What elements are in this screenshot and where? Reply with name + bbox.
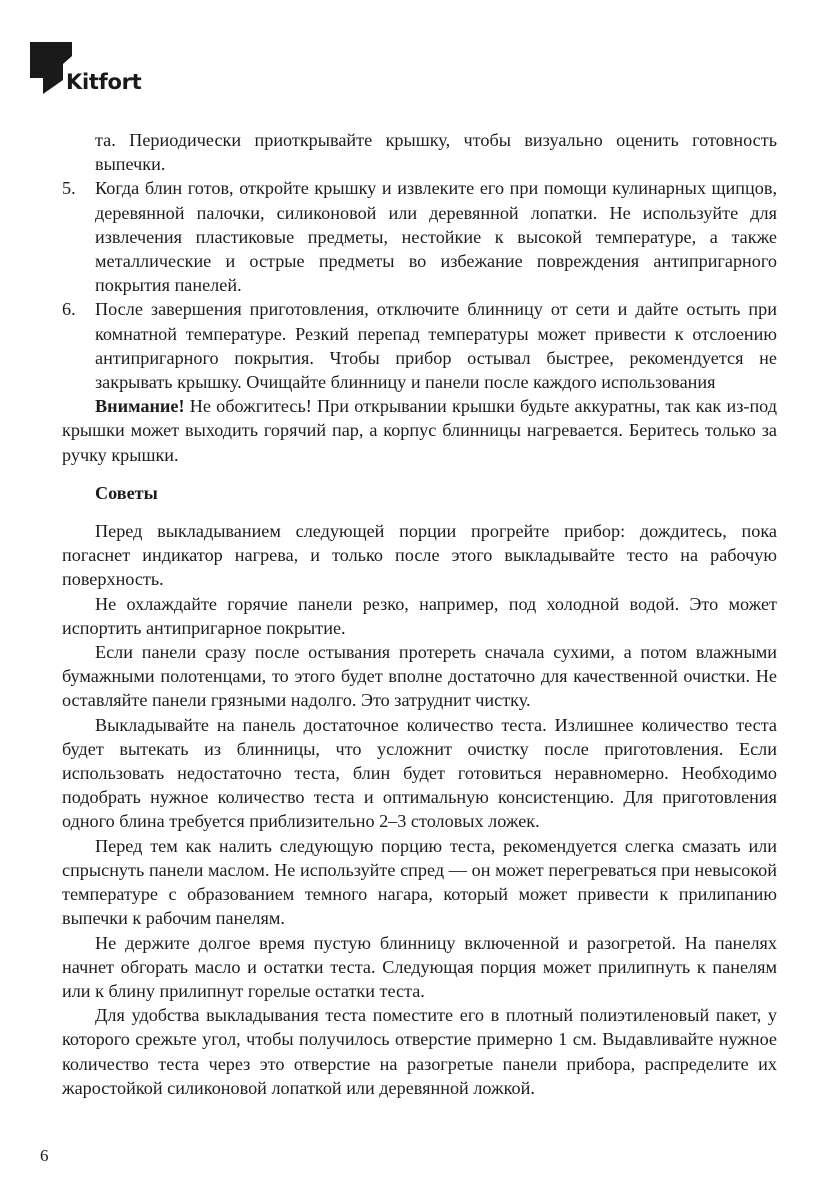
list-item-number: 6.: [62, 299, 76, 320]
list-item-5: [62, 176, 777, 297]
brand-name: Kitfort: [66, 70, 142, 94]
warning-text: Не обожгитесь! При открывании крышки будьте аккуратны, так как из-под крышки может выходить горячий пар, а корпус блинницы нагревается. Беритесь только за ручку крышки.: [62, 396, 777, 465]
page-content: [62, 128, 777, 1100]
warning-label: Внимание!: [95, 396, 185, 417]
list-item-6: [62, 297, 777, 394]
tip-paragraph: Не держите долгое время пустую блинницу включенной и разогретой. На панелях начнет обгорать масло и остатки теста. Следующая порция может прилипнуть к панелям или к блину прилипнут горелые остатки теста.: [62, 932, 777, 1001]
tip-paragraph: Для удобства выкладывания теста поместите его в плотный полиэтиленовый пакет, у которого срежьте угол, чтобы получилось отверстие примерно 1 см. Выдавливайте нужное количество теста через это отверстие на разогретые панели прибора, распределите их жаростойкой силиконовой лопаткой или деревянной ложкой.: [62, 1005, 777, 1098]
list-item-number: 5.: [62, 178, 76, 199]
tip-paragraph: Если панели сразу после остывания протереть сначала сухими, а потом влажными бумажными полотенцами, то этого будет вполне достаточно для качественной очистки. Не оставляйте панели грязными надолго. Это затруднит чистку.: [62, 642, 777, 711]
warning-paragraph: [62, 394, 777, 467]
tip-paragraph: Не охлаждайте горячие панели резко, например, под холодной водой. Это может испортить антипригарное покрытие.: [62, 593, 777, 638]
brand-logo: [30, 42, 140, 98]
page-number: 6: [40, 1146, 49, 1165]
list-item-text: После завершения приготовления, отключите блинницу от сети и дайте остыть при комнатной температуре. Резкий перепад температуры может привести к отслоению антипригарного покрытия. Чтобы прибор остывал быстрее, рекомендуется не закрывать крышку. Очищайте блинницу и панели после каждого использования: [95, 299, 777, 393]
tip-paragraph: Перед тем как налить следующую порцию теста, рекомендуется слегка смазать или спрыснуть панели маслом. Не используйте спред — он может перегреваться при невысокой температуре с образованием темного нагара, который может привести к прилипанию выпечки к рабочим панелям.: [62, 835, 777, 929]
continued-paragraph: та. Периодически приоткрывайте крышку, чтобы визуально оценить готовность выпечки.: [95, 130, 777, 175]
tip-paragraph: Выкладывайте на панель достаточное количество теста. Излишнее количество теста будет вытекать из блинницы, что усложнит очистку после приготовления. Если использовать недостаточно теста, блин будет готовиться неравномерно. Необходимо подобрать нужное количество теста и оптимальную консистенцию. Для приготовления одного блина требуется приблизительно 2–3 столовых ложек.: [62, 714, 777, 832]
list-item-text: Когда блин готов, откройте крышку и извлеките его при помощи кулинарных щипцов, деревянной палочки, силиконовой или деревянной лопатки. Не используйте для извлечения пластиковые предметы, нестойкие к высокой температуре, а также металлические и острые предметы во избежание повреждения антипригарного покрытия панелей.: [95, 178, 777, 296]
section-heading-tips: Советы: [95, 482, 158, 503]
tip-paragraph: Перед выкладыванием следующей порции прогрейте прибор: дождитесь, пока погаснет индикатор нагрева, и только после этого выкладывайте тесто на рабочую поверхность.: [62, 521, 777, 590]
